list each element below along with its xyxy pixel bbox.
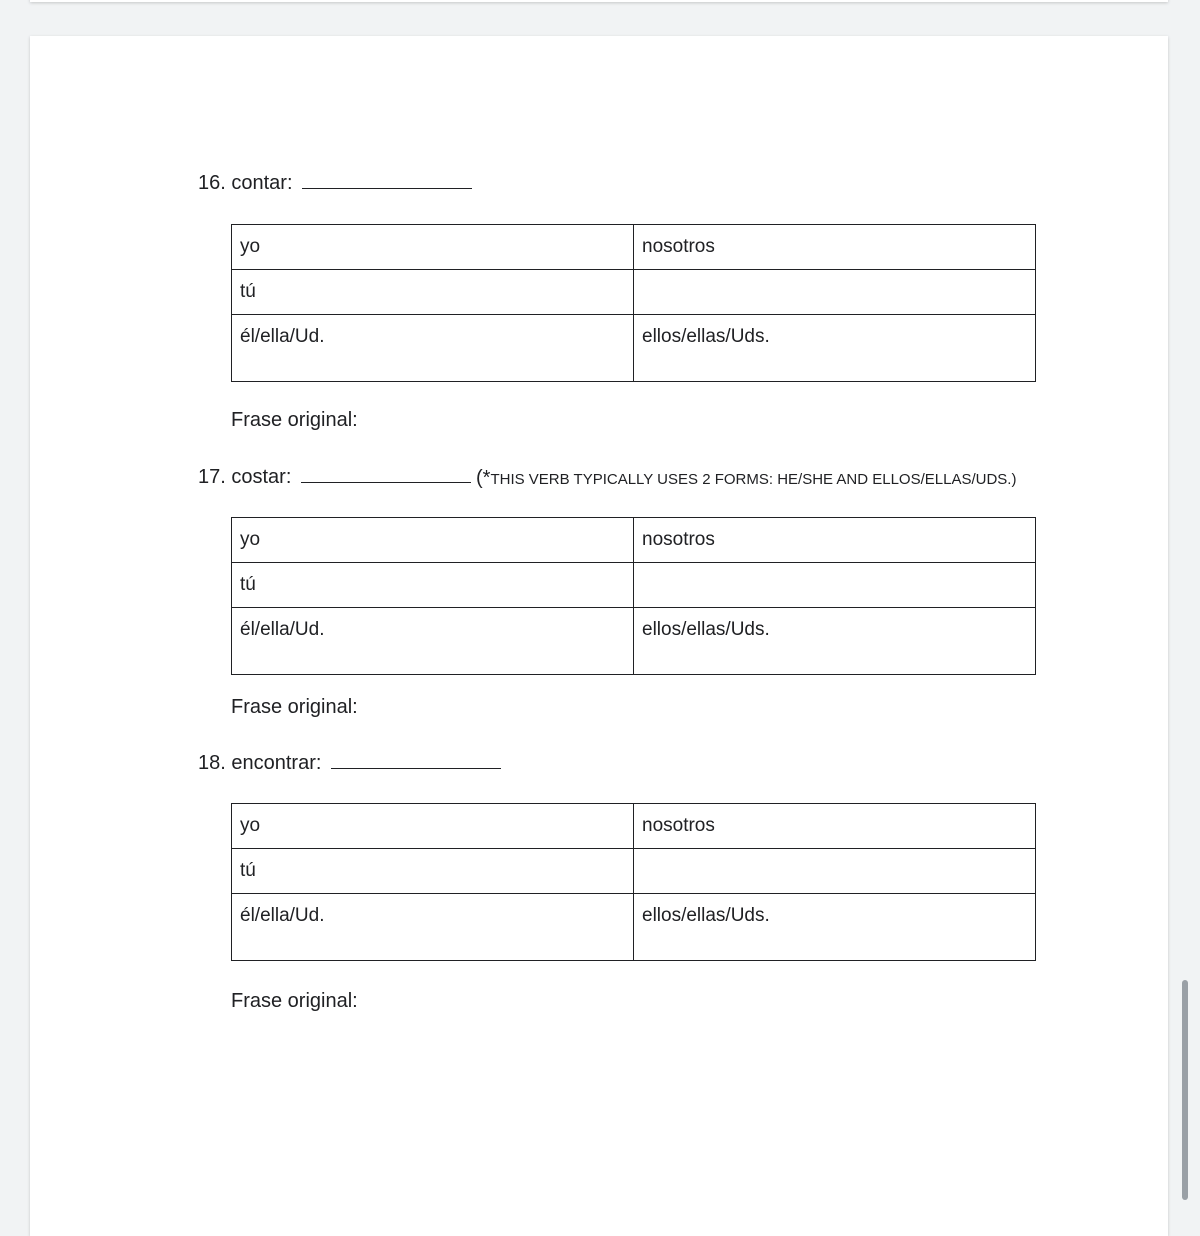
cell-yo[interactable]: yo bbox=[232, 225, 634, 270]
conjugation-table-17 bbox=[231, 517, 1036, 675]
cell-nosotros[interactable]: nosotros bbox=[634, 518, 1036, 563]
cell-vosotros-empty[interactable] bbox=[634, 563, 1036, 608]
conjugation-table-18 bbox=[231, 803, 1036, 961]
cell-yo[interactable]: yo bbox=[232, 804, 634, 849]
conjugation-table-16 bbox=[231, 224, 1036, 382]
cell-el-ella-ud[interactable]: él/ella/Ud. bbox=[232, 894, 634, 961]
cell-yo[interactable]: yo bbox=[232, 518, 634, 563]
question-number: 17. bbox=[198, 466, 226, 488]
previous-page-edge bbox=[30, 0, 1168, 2]
cell-el-ella-ud[interactable]: él/ella/Ud. bbox=[232, 315, 634, 382]
cell-tu[interactable]: tú bbox=[232, 270, 634, 315]
verb-label: encontrar: bbox=[231, 752, 322, 774]
answer-blank[interactable] bbox=[302, 170, 472, 189]
question-17 bbox=[198, 464, 471, 489]
cell-ellos-ellas-uds[interactable]: ellos/ellas/Uds. bbox=[634, 608, 1036, 675]
question-number: 16. bbox=[198, 172, 226, 194]
cell-nosotros[interactable]: nosotros bbox=[634, 804, 1036, 849]
cell-tu[interactable]: tú bbox=[232, 849, 634, 894]
cell-ellos-ellas-uds[interactable]: ellos/ellas/Uds. bbox=[634, 315, 1036, 382]
frase-original-label: Frase original: bbox=[231, 696, 358, 718]
question-18 bbox=[198, 750, 501, 775]
frase-original-label: Frase original: bbox=[231, 409, 358, 431]
frase-original-label: Frase original: bbox=[231, 990, 358, 1012]
verb-label: costar: bbox=[231, 466, 292, 488]
vertical-scrollbar[interactable] bbox=[1182, 980, 1188, 1200]
answer-blank[interactable] bbox=[301, 464, 471, 483]
cell-tu[interactable]: tú bbox=[232, 563, 634, 608]
question-16 bbox=[198, 170, 472, 195]
cell-el-ella-ud[interactable]: él/ella/Ud. bbox=[232, 608, 634, 675]
verb-note bbox=[476, 467, 1016, 490]
cell-vosotros-empty[interactable] bbox=[634, 270, 1036, 315]
verb-label: contar: bbox=[231, 172, 293, 194]
cell-nosotros[interactable]: nosotros bbox=[634, 225, 1036, 270]
note-open: (* bbox=[476, 467, 491, 489]
answer-blank[interactable] bbox=[331, 750, 501, 769]
cell-vosotros-empty[interactable] bbox=[634, 849, 1036, 894]
note-text: THIS VERB TYPICALLY USES 2 FORMS: HE/SHE AND ELLOS/ELLAS/UDS.) bbox=[490, 471, 1017, 488]
question-number: 18. bbox=[198, 752, 226, 774]
cell-ellos-ellas-uds[interactable]: ellos/ellas/Uds. bbox=[634, 894, 1036, 961]
